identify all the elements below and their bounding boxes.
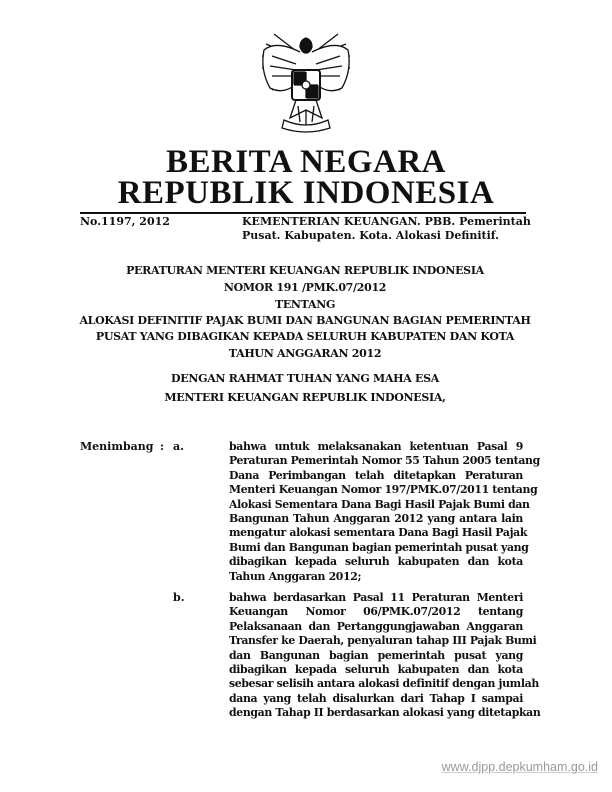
text-line: Transfer ke Daerah, penyaluran tahap III Pajak Bumi	[229, 634, 537, 648]
text-line: dibagikan kepada seluruh kabupaten dan kota	[229, 555, 523, 569]
text-line: dengan Tahap II berdasarkan alokasi yang ditetapkan	[229, 706, 541, 720]
regulation-subject-line3: TAHUN ANGGARAN 2012	[228, 347, 382, 360]
text-line: dan Bangunan bagian pemerintah pusat yang	[229, 648, 523, 662]
watermark-link[interactable]: www.djpp.depkumham.go.id	[441, 760, 598, 774]
item-a-marker: a.	[173, 440, 184, 453]
regulation-tentang: TENTANG	[274, 298, 336, 311]
regulation-heading: PERATURAN MENTERI KEUANGAN REPUBLIK INDONESIA	[126, 264, 484, 277]
gazette-subject-line1: KEMENTERIAN KEUANGAN. PBB. Pemerintah	[242, 215, 531, 228]
regulation-number: NOMOR 191 /PMK.07/2012	[223, 281, 387, 294]
gazette-number: No.1197, 2012	[80, 215, 170, 228]
regulation-subject-line2: PUSAT YANG DIBAGIKAN KEPADA SELURUH KABUPATEN DAN KOTA	[95, 330, 515, 343]
menimbang-colon: :	[160, 440, 165, 453]
text-line: Tahun Anggaran 2012;	[229, 569, 362, 583]
regulation-subject-line1: ALOKASI DEFINITIF PAJAK BUMI DAN BANGUNAN BAGIAN PEMERINTAH	[79, 314, 531, 327]
text-line: Dana Perimbangan telah ditetapkan Peraturan	[229, 468, 523, 482]
text-line: sebesar selisih antara alokasi definitif dengan jumlah	[229, 677, 539, 691]
text-line: Pelaksanaan dan Pertanggungjawaban Anggaran	[229, 619, 523, 633]
issuer: MENTERI KEUANGAN REPUBLIK INDONESIA,	[164, 391, 446, 404]
text-line: Peraturan Pemerintah Nomor 55 Tahun 2005 tentang	[229, 454, 540, 468]
text-line: Alokasi Sementara Dana Bagi Hasil Pajak Bumi dan	[229, 497, 530, 511]
text-line: mengatur alokasi sementara Dana Bagi Hasil Pajak	[229, 526, 528, 540]
item-b-marker: b.	[173, 591, 185, 604]
text-line: bahwa untuk melaksanakan ketentuan Pasal 9	[229, 440, 523, 453]
menimbang-label: Menimbang	[80, 440, 154, 453]
text-line: dana yang telah disalurkan dari Tahap I sampai	[229, 691, 523, 705]
gazette-subject-line2: Pusat. Kabupaten. Kota. Alokasi Definitif.	[242, 229, 499, 242]
garuda-emblem-icon	[256, 30, 356, 138]
text-line: bahwa berdasarkan Pasal 11 Peraturan Menteri	[229, 591, 523, 604]
text-line: Bangunan Tahun Anggaran 2012 yang antara lain	[229, 511, 523, 525]
invocation: DENGAN RAHMAT TUHAN YANG MAHA ESA	[171, 372, 439, 385]
gazette-title-line1: BERITA NEGARA	[165, 144, 447, 180]
text-line: dibagikan kepada seluruh kabupaten dan kota	[229, 662, 523, 676]
text-line: Bumi dan Bangunan bagian pemerintah pusat yang	[229, 540, 529, 554]
header-divider	[80, 212, 526, 214]
text-line: Menteri Keuangan Nomor 197/PMK.07/2011 tentang	[229, 483, 538, 497]
item-b-text	[229, 591, 541, 721]
gazette-title-line2: REPUBLIK INDONESIA	[117, 175, 495, 211]
item-a-text	[229, 440, 540, 584]
text-line: Keuangan Nomor 06/PMK.07/2012 tentang	[229, 605, 523, 619]
